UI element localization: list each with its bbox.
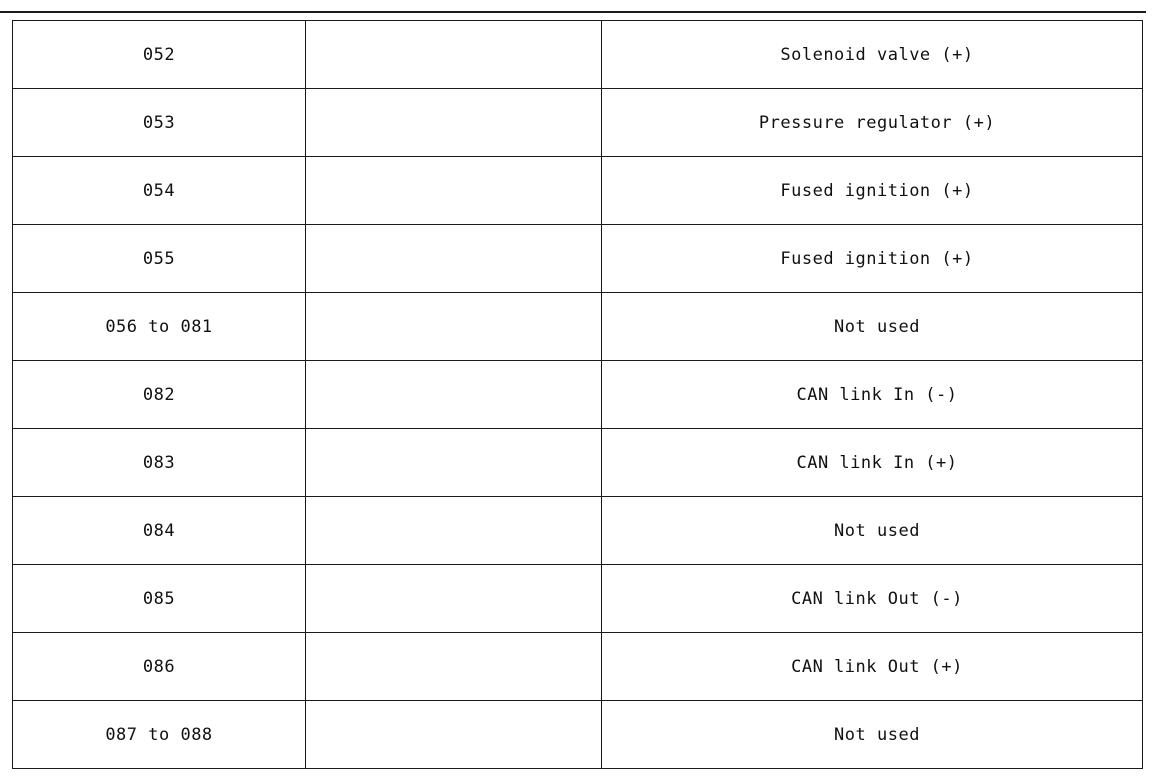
table-row (13, 565, 1143, 633)
pin-number-cell: 052 (13, 21, 306, 89)
table-row (13, 361, 1143, 429)
table-row (13, 701, 1143, 769)
pin-number-cell: 086 (13, 633, 306, 701)
pin-function-table (12, 20, 1143, 769)
function-cell: Solenoid valve (+) (602, 21, 1143, 89)
function-cell: Not used (602, 497, 1143, 565)
pin-number-cell: 055 (13, 225, 306, 293)
table-row (13, 429, 1143, 497)
table-row (13, 89, 1143, 157)
wire-cell (306, 497, 602, 565)
wire-cell (306, 225, 602, 293)
table-row (13, 225, 1143, 293)
function-cell: CAN link In (+) (602, 429, 1143, 497)
wire-cell (306, 361, 602, 429)
table-row (13, 633, 1143, 701)
table-row (13, 21, 1143, 89)
wire-cell (306, 21, 602, 89)
wire-cell (306, 293, 602, 361)
wire-cell (306, 701, 602, 769)
wire-cell (306, 429, 602, 497)
function-cell: Not used (602, 701, 1143, 769)
function-cell: Not used (602, 293, 1143, 361)
function-cell: Fused ignition (+) (602, 157, 1143, 225)
function-cell: Fused ignition (+) (602, 225, 1143, 293)
wire-cell (306, 565, 602, 633)
wire-cell (306, 89, 602, 157)
pin-number-cell: 087 to 088 (13, 701, 306, 769)
table-row (13, 293, 1143, 361)
function-cell: Pressure regulator (+) (602, 89, 1143, 157)
pin-number-cell: 082 (13, 361, 306, 429)
pin-number-cell: 085 (13, 565, 306, 633)
function-cell: CAN link In (-) (602, 361, 1143, 429)
pin-number-cell: 053 (13, 89, 306, 157)
pin-number-cell: 083 (13, 429, 306, 497)
function-cell: CAN link Out (+) (602, 633, 1143, 701)
table-row (13, 497, 1143, 565)
function-cell: CAN link Out (-) (602, 565, 1143, 633)
top-rule (0, 11, 1146, 13)
table-row (13, 157, 1143, 225)
pin-number-cell: 084 (13, 497, 306, 565)
wire-cell (306, 633, 602, 701)
wire-cell (306, 157, 602, 225)
pin-number-cell: 054 (13, 157, 306, 225)
pin-number-cell: 056 to 081 (13, 293, 306, 361)
